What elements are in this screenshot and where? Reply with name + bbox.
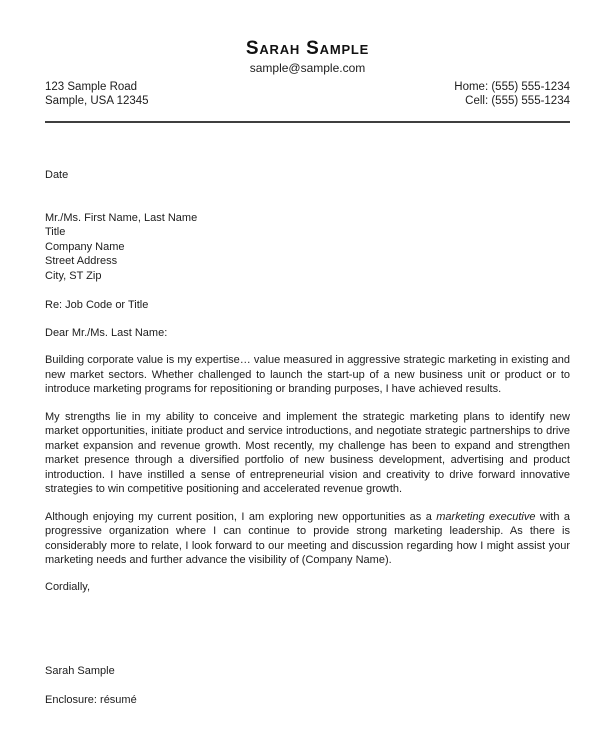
- contact-address: [45, 80, 149, 108]
- address-line-2: Sample, USA 12345: [45, 95, 149, 107]
- header-divider: [45, 121, 570, 123]
- recipient-city: City, ST Zip: [45, 269, 102, 282]
- letter-body: [45, 168, 570, 707]
- paragraph-1: Building corporate value is my expertise… value measured in aggressive strategic marketing in existing and new market sectors. Whether challenged to launch the start-up of a new business unit or product or to introduce marketing programs for repositioning or branding purposes, I have achieved results.: [45, 354, 570, 395]
- letterhead: [45, 38, 570, 123]
- paragraph-3-text-before: Although enjoying my current position, I am exploring new opportunities as a: [45, 510, 437, 523]
- recipient-block: [45, 211, 570, 284]
- contact-phones: [454, 80, 570, 108]
- paragraph-3: [45, 510, 570, 568]
- phone-home: Home: (555) 555-1234: [454, 81, 570, 93]
- signature-name: Sarah Sample: [45, 665, 115, 677]
- paragraph-3-text-after: with a progressive organization where I can continue to provide strong marketing leadership. As there is considerably more to relate, I look forward to our meeting and discussion regarding how I might assist your marketing needs and further advance the visibility of (Company Name).: [45, 510, 570, 566]
- recipient-name: Mr./Ms. First Name, Last Name: [45, 211, 198, 224]
- enclosure-line: Enclosure: résumé: [45, 693, 137, 706]
- salutation: Dear Mr./Ms. Last Name:: [45, 326, 168, 339]
- re-line: Re: Job Code or Title: [45, 299, 149, 311]
- date-line: Date: [45, 169, 69, 181]
- address-line-1: 123 Sample Road: [45, 81, 138, 93]
- recipient-company: Company Name: [45, 240, 125, 253]
- contact-name: Sarah Sample: [245, 38, 370, 59]
- recipient-title: Title: [45, 226, 66, 238]
- contact-row: [45, 80, 570, 108]
- phone-cell: Cell: (555) 555-1234: [465, 95, 570, 107]
- paragraph-2: My strengths lie in my ability to conceive and implement the strategic marketing plans to identify new market opportunities, initiate product and service introductions, and negotiate strategic partnerships to drive market expansion and revenue growth. Most recently, my challenge has been to expand and strengthen market presence through a diversified portfolio of new business development, advertising and product introduction. I have instilled a sense of entrepreneurial vision and creativity to drive forward innovative strategies to win competitive positioning and accelerated revenue growth.: [45, 410, 570, 495]
- recipient-street: Street Address: [45, 255, 118, 267]
- paragraph-3-italic-phrase: marketing executive: [436, 510, 536, 523]
- contact-email: sample@sample.com: [249, 61, 366, 75]
- closing: Cordially,: [45, 580, 91, 593]
